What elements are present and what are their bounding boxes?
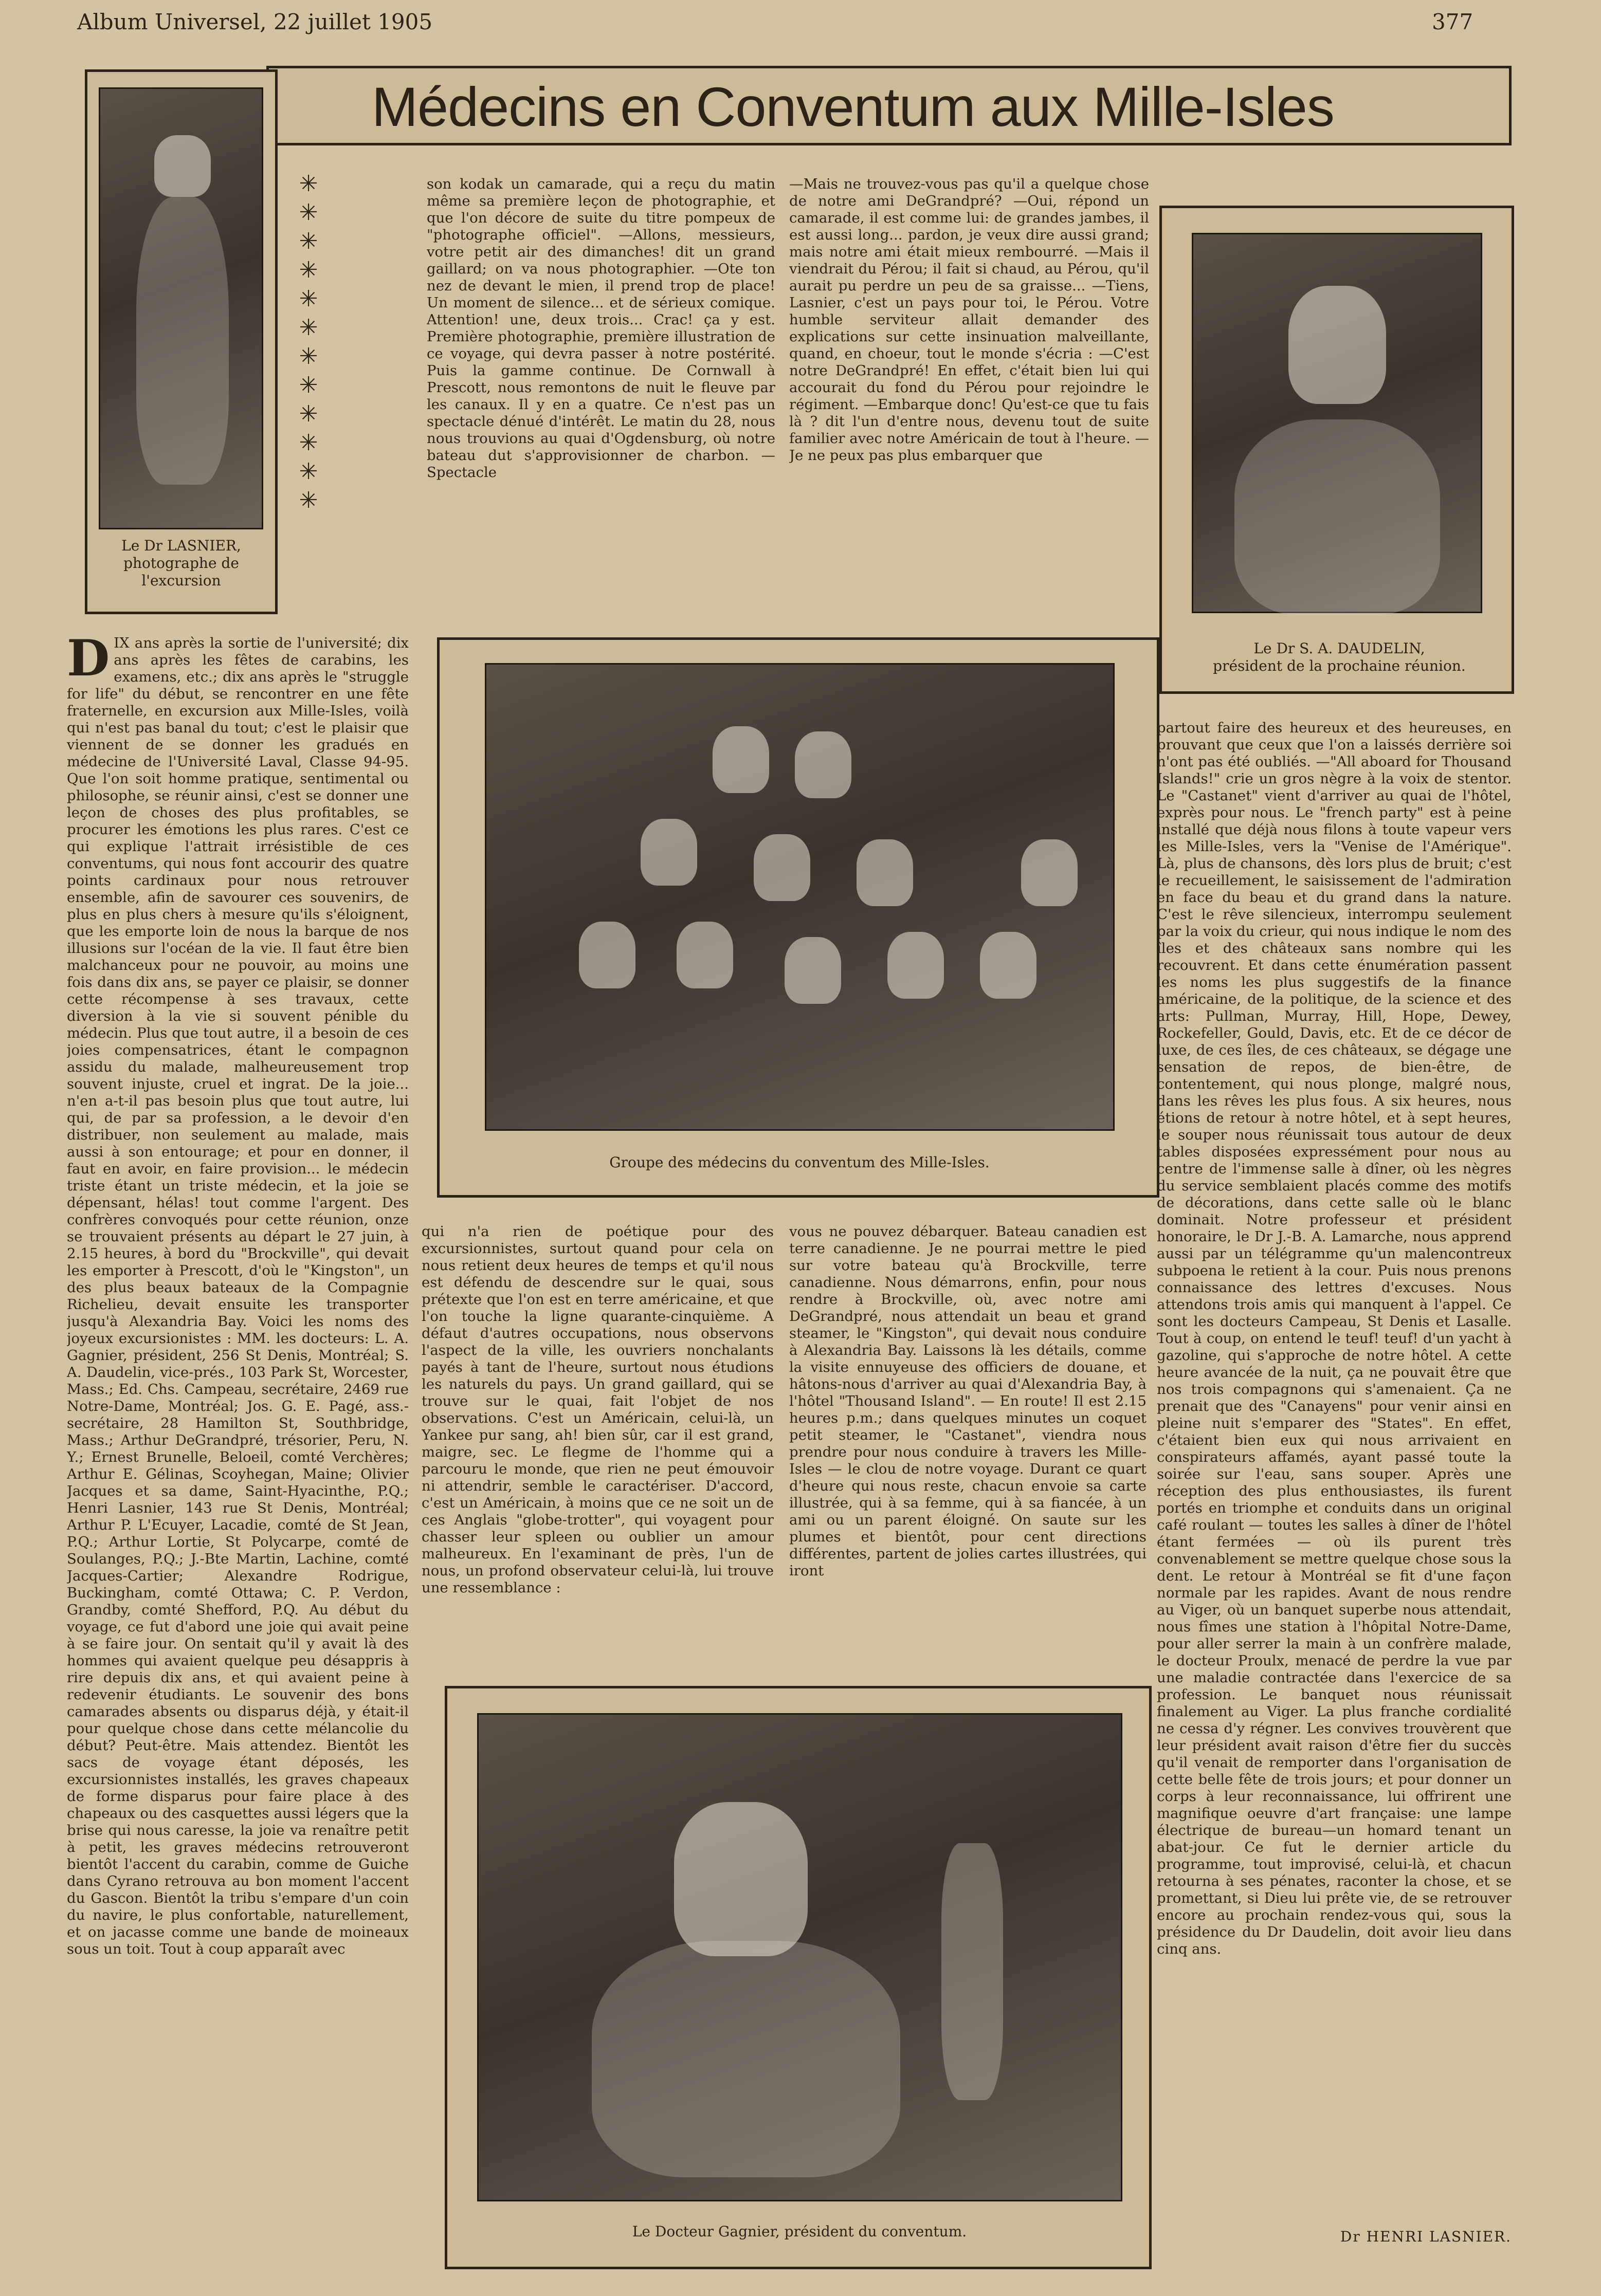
- ornament-5: ✳: [299, 286, 318, 312]
- ornament-12: ✳: [299, 487, 318, 513]
- title-frame: [266, 66, 1512, 145]
- gagnier-photo-frame: [445, 1686, 1152, 2269]
- group-caption: Groupe des médecins du conventum des Mille-Isles.: [609, 1154, 990, 1171]
- ornament-3: ✳: [299, 228, 318, 254]
- group-photo: [485, 663, 1115, 1131]
- ornament-1: ✳: [299, 171, 318, 197]
- ornament-11: ✳: [299, 458, 318, 485]
- lasnier-photo-frame: [85, 69, 278, 614]
- lasnier-photo: [99, 87, 263, 529]
- column-mid-b: —Mais ne trouvez-vous pas qu'il a quelque chose de notre ami DeGrandpré? —Oui, répond un camarade, il est comme lui: de grandes jambes, il est aussi long... pardon, je veux dire aussi grand; mais notre ami était mieux rembourré. —Mais il viendrait du Pérou; il fait si chaud, au Pérou, qu'il aurait pu perdre un peu de sa graisse... —Tiens, Lasnier, c'est un pays pour toi, le Pérou. Votre humble serviteur allait demander des explications sur cette insinuation malveillante, quand, en choeur, tout le monde s'écria : —C'est notre DeGrandpré! En effet, c'était bien lui qui accourait du fond du Pérou pour rejoindre le régiment. —Embarque donc! Qu'est-ce que tu fais là ? dit l'un d'entre nous, devenu tout de suite familier avec notre Américain de tout à l'heure. —Je ne peux pas plus embarquer que: [789, 176, 1149, 464]
- ornament-10: ✳: [299, 430, 318, 456]
- ornament-2: ✳: [299, 199, 318, 226]
- ornament-9: ✳: [299, 401, 318, 427]
- ornament-6: ✳: [299, 315, 318, 341]
- column-right: partout faire des heureux et des heureuses, en prouvant que ceux que l'on a laissés derrière soi n'ont pas été oubliés. —"All aboard for Thousand Islands!" crie un gros nègre à la voix de stentor. Le "Castanet" vient d'arriver au quai de l'hôtel, exprès pour nous. Le "french party" est à peine installé que déjà nous filons à toute vapeur vers les Mille-Isles, vers la "Venise de l'Amérique". Là, plus de chansons, dès lors plus de bruit; c'est le recueillement, le saisissement de l'admiration en face du beau et du grand dans la nature. C'est le rêve silencieux, interrompu seulement par la voix du crieur, qui nous indique le nom des îles et des châteaux sans nombre qui les recouvrent. Et dans cette énumération passent les noms les plus suggestifs de la finance américaine, de la politique, de la science et des arts: Pullman, Murray, Hill, Hope, Dewey, Rockefeller, Gould, Davis, etc. Et de ce décor de luxe, de ces îles, de ces châteaux, se dégage une sensation de repos, de bien-être, de contentement, qui nous plonge, malgré nous, dans les rêves les plus fous. A six heures, nous étions de retour à notre hôtel, et à sept heures, le souper nous réunissait tous autour de deux tables disposées expressément pour nous au centre de l'immense salle à dîner, où les nègres du service semblaient placés comme des motifs de décorations, dans cette salle où le blanc dominait. Notre professeur et président honoraire, le Dr J.-B. A. Lamarche, nous apprend aussi par un télégramme qu'un malencontreux subpoena le retient à la cour. Puis nous prenons connaissance des lettres d'excuses. Nous attendons trois amis qui manquent à l'appel. Ce sont les docteurs Campeau, St Denis et Lasalle. Tout à coup, on entend le teuf! teuf! d'un yacht à gazoline, qui s'approche de notre hôtel. A cette heure avancée de la nuit, ça ne pouvait être que nos trois compagnons qui s'amenaient. Ça ne prenait que des "Canayens" pour venir ainsi en pleine nuit s'emparer des "States". En effet, c'étaient bien eux qui nous arrivaient en conspirateurs affamés, ayant passé toute la soirée sur l'eau, sans souper. Après une réception des plus enthousiastes, ils furent portés en triomphe et conduits dans un original café roulant — toutes les salles à dîner de l'hôtel étant fermées — où ils purent très convenablement se mettre quelque chose sous la dent. Le retour à Montréal se fit d'une façon normale par les rapides. Avant de nous rendre au Viger, où un banquet superbe nous attendait, nous fîmes une station à l'hôpital Notre-Dame, pour aller serrer la main à un confrère malade, le docteur Proulx, menacé de perdre la vue par une maladie contractée dans l'exercice de sa profession. Le banquet nous réunissait finalement au Viger. La plus franche cordialité ne cessa d'y régner. Les convives trouvèrent que leur président avait raison d'être fier du succès qu'il venait de remporter dans l'organisation de cette belle fête de trois jours; et pour donner un corps à leur reconnaissance, lui offrirent une magnifique oeuvre d'art française: une lampe électrique de bureau—un homard tenant un abat-jour. Ce fut le dernier article du programme, tout improvisé, celui-là, et chacun retourna à ses pénates, raconter la chose, et se promettant, si Dieu lui prête vie, de se retrouver encore au prochain rendez-vous qui, sous la présidence du Dr Daudelin, doit avoir lieu dans cinq ans.: [1157, 720, 1512, 1957]
- column-mid-a: son kodak un camarade, qui a reçu du matin même sa première leçon de photographie, et que l'on décore de suite du titre pompeux de "photographe officiel". —Allons, messieurs, votre petit air des dimanches! dit un grand gaillard; on va nous photographier. —Ote ton nez de devant le mien, il prend trop de place! Un moment de silence... et de sérieux comique. Attention! une, deux trois... Crac! ça y est. Première photographie, première illustration de ce voyage, qui devra passer à notre postérité. Puis la gamme continue. De Cornwall à Prescott, nous remontons de nuit le fleuve par les canaux. Il y en a quatre. Ce n'est pas un spectacle dénué d'intérêt. Le matin du 28, nous nous trouvions au quai d'Ogdensburg, où notre bateau dut s'approvisionner de charbon. — Spectacle: [427, 176, 775, 481]
- daudelin-photo: [1192, 233, 1482, 613]
- ornament-7: ✳: [299, 343, 318, 370]
- gagnier-caption: Le Docteur Gagnier, président du conventum.: [632, 2223, 967, 2240]
- page-title: Médecins en Conventum aux Mille-Isles: [372, 76, 1334, 138]
- signature: Dr HENRI LASNIER.: [1340, 2228, 1512, 2245]
- group-photo-frame: [437, 637, 1159, 1198]
- lasnier-caption: Le Dr LASNIER, photographe de l'excursion: [121, 537, 241, 589]
- daudelin-photo-frame: [1159, 206, 1514, 694]
- drop-cap: D: [67, 635, 110, 687]
- running-header: Album Universel, 22 juillet 1905: [77, 9, 433, 34]
- daudelin-caption: Le Dr S. A. DAUDELIN, président de la prochaine réunion.: [1213, 640, 1466, 674]
- column-left: D IX ans après la sortie de l'université; dix ans après les fêtes de carabins, les examens, etc.; dix ans après le "struggle for life" du début, se rencontrer en une fête fraternelle, en excursion aux Mille-Isles, voilà qui n'est pas banal du tout; c'est le plaisir que viennent de se donner les gradués en médecine de l'Université Laval, Classe 94-95. Que l'on soit homme pratique, sentimental ou philosophe, se réunir ainsi, c'est se donner une leçon de choses des plus profitables, se procurer les émotions les plus rares. C'est ce qui explique l'attrait irrésistible de ces conventums, qui nous font accourir des quatre points cardinaux pour nous retrouver ensemble, afin de savourer ces souvenirs, de plus en plus chers à mesure qu'ils s'éloignent, que les emporte loin de nous la barque de nos illusions sur l'océan de la vie. Il faut être bien malchanceux pour ne pouvoir, au moins une fois dans dix ans, se payer ce plaisir, se donner cette récompense à ses travaux, cette diversion à la vie si souvent pénible du médecin. Plus que tout autre, il a besoin de ces joies compensatrices, étant le compagnon assidu du malade, malheureusement trop souvent injuste, cruel et ingrat. De la joie... n'en a-t-il pas besoin plus que tout autre, lui qui, de par sa profession, a le devoir d'en distribuer, non seulement au malade, mais aussi à son entourage; et pour en donner, il faut en avoir, en faire provision... le médecin triste étant un triste médecin, et la joie se dépensant, hélas! tout comme l'argent. Des confrères convoqués pour cette réunion, onze se trouvaient présents au départ le 27 juin, à 2.15 heures, à bord du "Brockville", qui devait les emporter à Prescott, d'où le "Kingston", un des plus beaux bateaux de la Compagnie Richelieu, devait ensuite les transporter jusqu'à Alexandria Bay. Voici les noms des joyeux excursionistes : MM. les docteurs: L. A. Gagnier, président, 256 St Denis, Montréal; S. A. Daudelin, vice-prés., 103 Park St, Worcester, Mass.; Ed. Chs. Campeau, secrétaire, 2469 rue Notre-Dame, Montréal; Jos. G. E. Pagé, ass.-secrétaire, 28 Hamilton St, Southbridge, Mass.; Arthur DeGrandpré, trésorier, Peru, N. Y.; Ernest Brunelle, Beloeil, comté Verchères; Arthur E. Gélinas, Scoyhegan, Maine; Olivier Jacques et sa dame, Saint-Hyacinthe, P.Q.; Henri Lasnier, 143 rue St Denis, Montréal; Arthur P. L'Ecuyer, Lacadie, comté de St Jean, P.Q.; Arthur Lortie, St Polycarpe, comté de Soulanges, P.Q.; J.-Bte Martin, Lachine, comté Jacques-Cartier; Alexandre Rodrigue, Buckingham, comté Ottawa; C. P. Verdon, Grandby, comté Shefford, P.Q. Au début du voyage, ce fut d'abord une joie qui avait peine à se faire jour. On sentait qu'il y avait là des hommes qui avaient quelque peu désappris à rire depuis dix ans, et qui avaient peine à redevenir étudiants. Le souvenir des bons camarades absents ou disparus déjà, y était-il pour quelque chose dans cette mélancolie du début? Peut-être. Mais attendez. Bientôt les sacs de voyage étant déposés, les excursionnistes installés, les graves chapeaux de forme disparus pour faire place à des chapeaux ou des casquettes aussi légers que la brise qui nous caresse, la joie va renaître petit à petit, les graves médecins retrouveront bientôt l'accent du carabin, comme de Guiche dans Cyrano retrouva au bon moment l'accent du Gascon. Bientôt la tribu s'empare d'un coin du navire, le plus confortable, naturellement, et on jacasse comme une bande de moineaux sous un toit. Tout à coup apparaît avec: [67, 635, 409, 1957]
- column-bottom-a: qui n'a rien de poétique pour des excursionnistes, surtout quand pour cela on nous retient deux heures de temps et qu'il nous est défendu de descendre sur le quai, sous prétexte que l'on est en terre américaine, et que l'on touche la ligne quarante-cinquième. A défaut d'autres occupations, nous observons l'aspect de la ville, les ouvriers nonchalants payés à tant de l'heure, surtout nous étudions les naturels du pays. Un grand gaillard, qui se trouve sur le quai, fait l'objet de nos observations. C'est un Américain, celui-là, un Yankee pur sang, ah! bien sûr, car il est grand, maigre, sec. Le flegme de l'homme qui a parcouru le monde, que rien ne peut émouvoir ni attendrir, semble le caractériser. D'accord, c'est un Américain, à moins que ce ne soit un de ces Anglais "globe-trotter", qui voyagent pour chasser leur spleen ou oublier un amour malheureux. En l'examinant de près, l'un de nous, un profond observateur celui-là, lui trouve une ressemblance :: [422, 1223, 774, 1596]
- column-bottom-b: vous ne pouvez débarquer. Bateau canadien est terre canadienne. Je ne pourrai mettre le pied sur votre bateau qu'à Brockville, terre canadienne. Nous démarrons, enfin, pour nous rendre à Brockville, où, avec notre ami DeGrandpré, nous attendait un beau et grand steamer, le "Kingston", qui devait nous conduire à Alexandria Bay. Laissons là les détails, comme la visite ennuyeuse des officiers de douane, et hâtons-nous d'arriver au quai d'Alexandria Bay, à l'hôtel "Thousand Island". — En route! Il est 2.15 heures p.m.; dans quelques minutes un coquet petit steamer, le "Castanet", viendra nous prendre pour nous conduire à travers les Mille-Isles — le clou de notre voyage. Durant ce quart d'heure qui nous reste, chacun envoie sa carte illustrée, qui à sa femme, qui à sa fiancée, à un ami ou un parent éloigné. On saute sur les plumes et bientôt, pour cent directions différentes, partent de jolies cartes illustrées, qui iront: [789, 1223, 1147, 1579]
- gagnier-photo: [477, 1713, 1122, 2201]
- ornament-8: ✳: [299, 372, 318, 398]
- ornament-4: ✳: [299, 257, 318, 283]
- ornament-column: [280, 170, 337, 591]
- page-number: 377: [1432, 9, 1473, 34]
